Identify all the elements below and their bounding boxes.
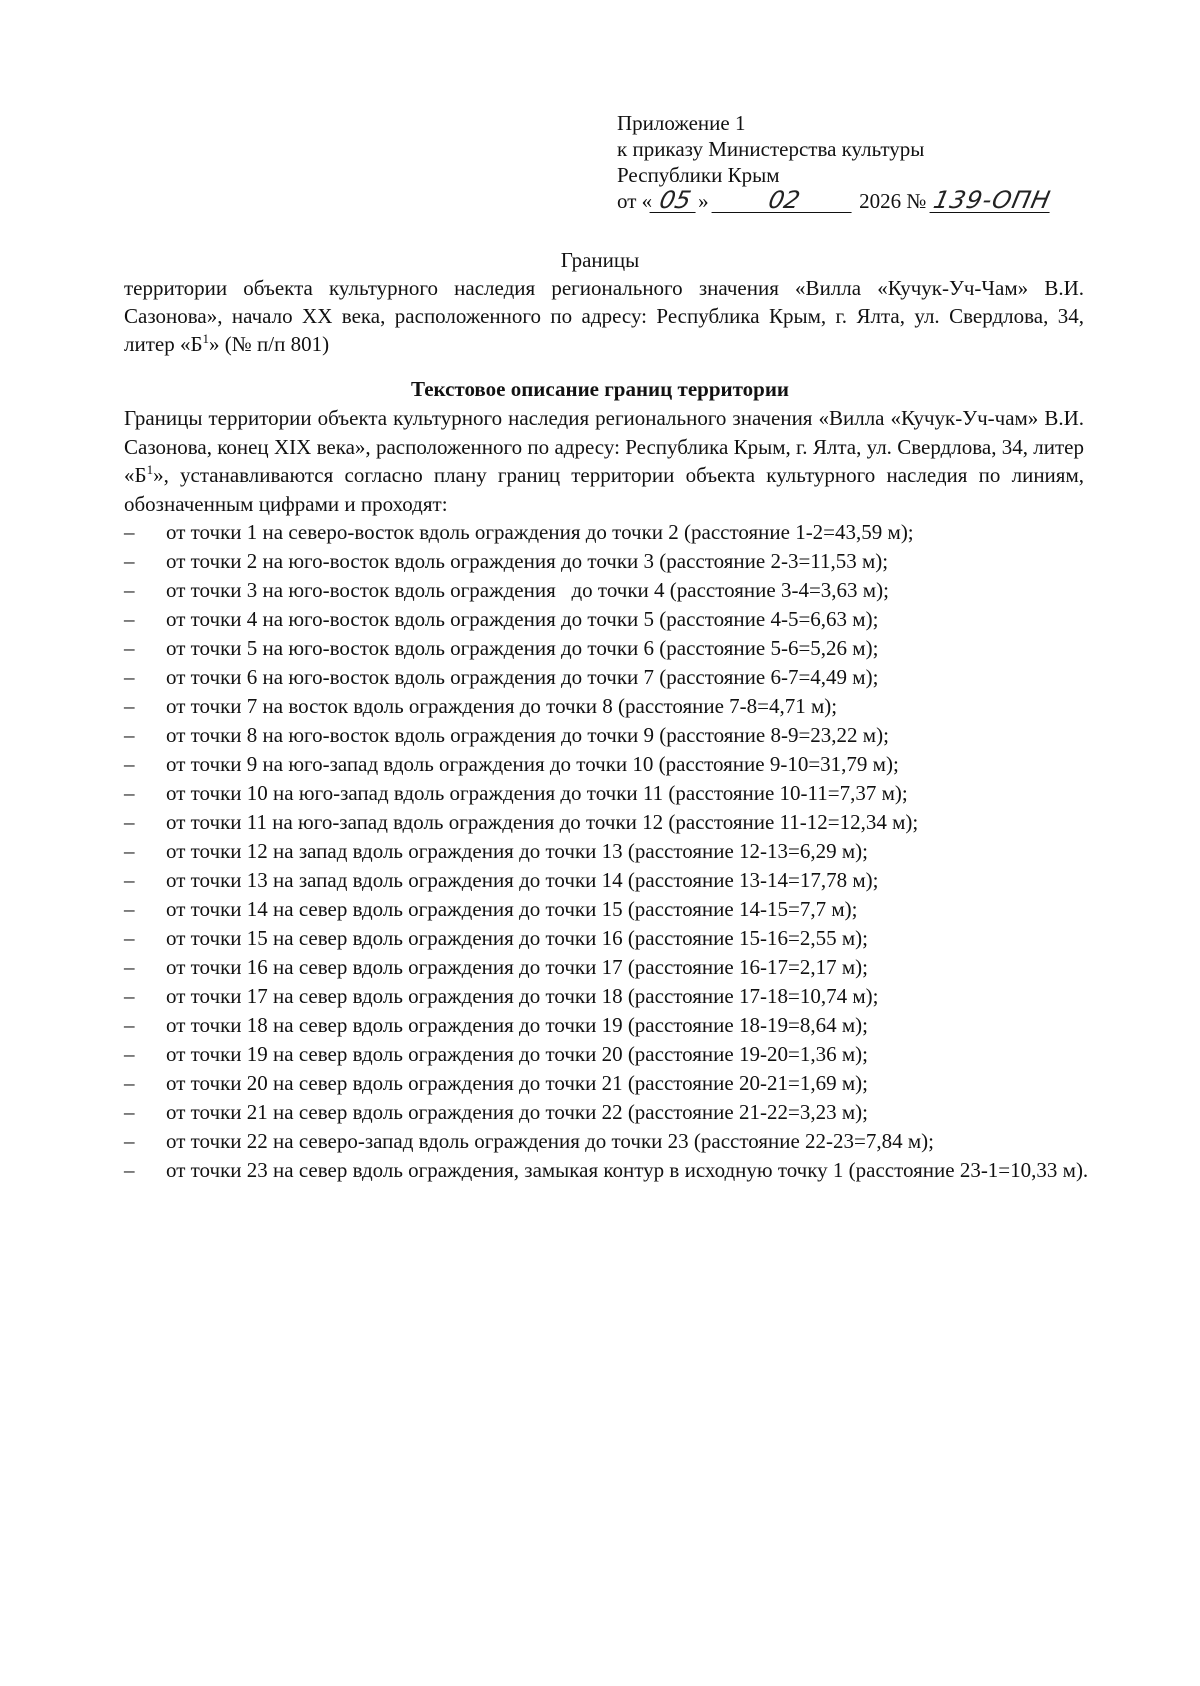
dash-marker: – (124, 897, 135, 921)
intro-paragraph (124, 404, 1084, 518)
appendix-republic: Республики Крым (617, 163, 780, 187)
list-item-text: от точки 19 на север вдоль ограждения до точки 20 (расстояние 19-20=1,36 м); (166, 1042, 868, 1066)
dash-marker: – (124, 984, 135, 1008)
list-item-text: от точки 9 на юго-запад вдоль ограждения до точки 10 (расстояние 9-10=31,79 м); (166, 752, 899, 776)
list-item-text: от точки 16 на север вдоль ограждения до точки 17 (расстояние 16-17=2,17 м); (166, 955, 868, 979)
subtitle-text-end: » (№ п/п 801) (209, 332, 330, 356)
intro-text: Границы территории объекта культурного наследия регионального значения «Вилла «Кучук-Уч-чам» В.И. Сазонова, конец XIX века», расположенного по адресу: Республика Крым, г. Ялта, ул. Свердлова, 34, литер «Б (124, 406, 1084, 487)
subtitle-superscript: 1 (202, 331, 210, 346)
list-item (124, 808, 1109, 837)
dash-marker: – (124, 1013, 135, 1037)
dash-marker: – (124, 723, 135, 747)
list-item (124, 1011, 1109, 1040)
dash-marker: – (124, 1158, 135, 1182)
dash-marker: – (124, 1071, 135, 1095)
appendix-order-ref: к приказу Министерства культуры (617, 137, 925, 161)
appendix-label: Приложение 1 (617, 111, 746, 135)
list-item (124, 605, 1109, 634)
list-item (124, 1040, 1109, 1069)
list-item (124, 1069, 1109, 1098)
list-item (124, 547, 1109, 576)
list-item-text: от точки 1 на северо-восток вдоль ограждения до точки 2 (расстояние 1-2=43,59 м); (166, 520, 914, 544)
dash-marker: – (124, 1100, 135, 1124)
list-item-text: от точки 4 на юго-восток вдоль ограждения до точки 5 (расстояние 4-5=6,63 м); (166, 607, 879, 631)
list-item-text: от точки 18 на север вдоль ограждения до точки 19 (расстояние 18-19=8,64 м); (166, 1013, 868, 1037)
list-item-text: от точки 3 на юго-восток вдоль ограждения до точки 4 (расстояние 3-4=3,63 м); (166, 578, 889, 602)
section-heading: Текстовое описание границ территории (410, 377, 790, 401)
list-item-text: от точки 2 на юго-восток вдоль ограждения до точки 3 (расстояние 2-3=11,53 м); (166, 549, 889, 573)
list-item (124, 663, 1109, 692)
dash-marker: – (124, 549, 135, 573)
list-item (124, 518, 1109, 547)
list-item (124, 1156, 1109, 1185)
dash-marker: – (124, 1129, 135, 1153)
dash-marker: – (124, 752, 135, 776)
dash-marker: – (124, 578, 135, 602)
list-item-text: от точки 6 на юго-восток вдоль ограждения до точки 7 (расстояние 6-7=4,49 м); (166, 665, 879, 689)
dash-marker: – (124, 868, 135, 892)
subtitle-text: территории объекта культурного наследия регионального значения «Вилла «Кучук-Уч-Чам» В.И. Сазонова», начало XX века, расположенного по адресу: Республика Крым, г. Ялта, ул. Свердлова, 34, литер «Б (124, 276, 1084, 356)
date-mid: » (698, 189, 709, 213)
intro-superscript: 1 (146, 462, 154, 477)
list-item (124, 692, 1109, 721)
list-item (124, 576, 1109, 605)
list-item (124, 721, 1109, 750)
appendix-header (617, 110, 1097, 214)
list-item (124, 953, 1109, 982)
order-date-line (617, 188, 1097, 214)
list-item-text: от точки 17 на север вдоль ограждения до точки 18 (расстояние 17-18=10,74 м); (166, 984, 879, 1008)
list-item-text: от точки 15 на север вдоль ограждения до точки 16 (расстояние 15-16=2,55 м); (166, 926, 868, 950)
date-year: 2026 № (859, 189, 927, 213)
list-item-text: от точки 21 на север вдоль ограждения до точки 22 (расстояние 21-22=3,23 м); (166, 1100, 868, 1124)
document-subtitle (124, 274, 1084, 358)
list-item-text: от точки 8 на юго-восток вдоль ограждения до точки 9 (расстояние 8-9=23,22 м); (166, 723, 889, 747)
list-item (124, 895, 1109, 924)
date-month-handwritten: 02 (711, 189, 856, 213)
list-item (124, 866, 1109, 895)
list-item-text: от точки 10 на юго-запад вдоль ограждения до точки 11 (расстояние 10-11=7,37 м); (166, 781, 908, 805)
list-item-text: от точки 5 на юго-восток вдоль ограждения до точки 6 (расстояние 5-6=5,26 м); (166, 636, 879, 660)
date-day-handwritten: 05 (650, 189, 701, 213)
list-item-text: от точки 7 на восток вдоль ограждения до точки 8 (расстояние 7-8=4,71 м); (166, 694, 838, 718)
list-item (124, 1098, 1109, 1127)
document-title: Границы (560, 248, 640, 272)
list-item-text: от точки 22 на северо-запад вдоль ограждения до точки 23 (расстояние 22-23=7,84 м); (166, 1129, 935, 1153)
order-number-handwritten: 139-ОПН (930, 186, 1054, 214)
dash-marker: – (124, 607, 135, 631)
list-item (124, 634, 1109, 663)
dash-marker: – (124, 955, 135, 979)
list-item (124, 1127, 1109, 1156)
list-item-text: от точки 20 на север вдоль ограждения до точки 21 (расстояние 20-21=1,69 м); (166, 1071, 868, 1095)
dash-marker: – (124, 810, 135, 834)
list-item (124, 779, 1109, 808)
list-item-text: от точки 13 на запад вдоль ограждения до точки 14 (расстояние 13-14=17,78 м); (166, 868, 879, 892)
list-item-text: от точки 12 на запад вдоль ограждения до точки 13 (расстояние 12-13=6,29 м); (166, 839, 869, 863)
list-item (124, 837, 1109, 866)
date-prefix: от « (617, 189, 653, 213)
list-item (124, 982, 1109, 1011)
list-item (124, 750, 1109, 779)
dash-marker: – (124, 839, 135, 863)
list-item-text: от точки 11 на юго-запад вдоль ограждения до точки 12 (расстояние 11-12=12,34 м); (166, 810, 919, 834)
intro-text-end: », устанавливаются согласно плану границ территории объекта культурного наследия по линиям, обозначенным цифрами и проходят: (124, 463, 1084, 516)
list-item-text: от точки 14 на север вдоль ограждения до точки 15 (расстояние 14-15=7,7 м); (166, 897, 858, 921)
boundary-points-list (124, 518, 1109, 1185)
dash-marker: – (124, 636, 135, 660)
dash-marker: – (124, 781, 135, 805)
dash-marker: – (124, 1042, 135, 1066)
dash-marker: – (124, 520, 135, 544)
dash-marker: – (124, 926, 135, 950)
list-item-text: от точки 23 на север вдоль ограждения, замыкая контур в исходную точку 1 (расстояние 23-1=10,33 м). (166, 1158, 1089, 1182)
list-item (124, 924, 1109, 953)
dash-marker: – (124, 665, 135, 689)
dash-marker: – (124, 694, 135, 718)
